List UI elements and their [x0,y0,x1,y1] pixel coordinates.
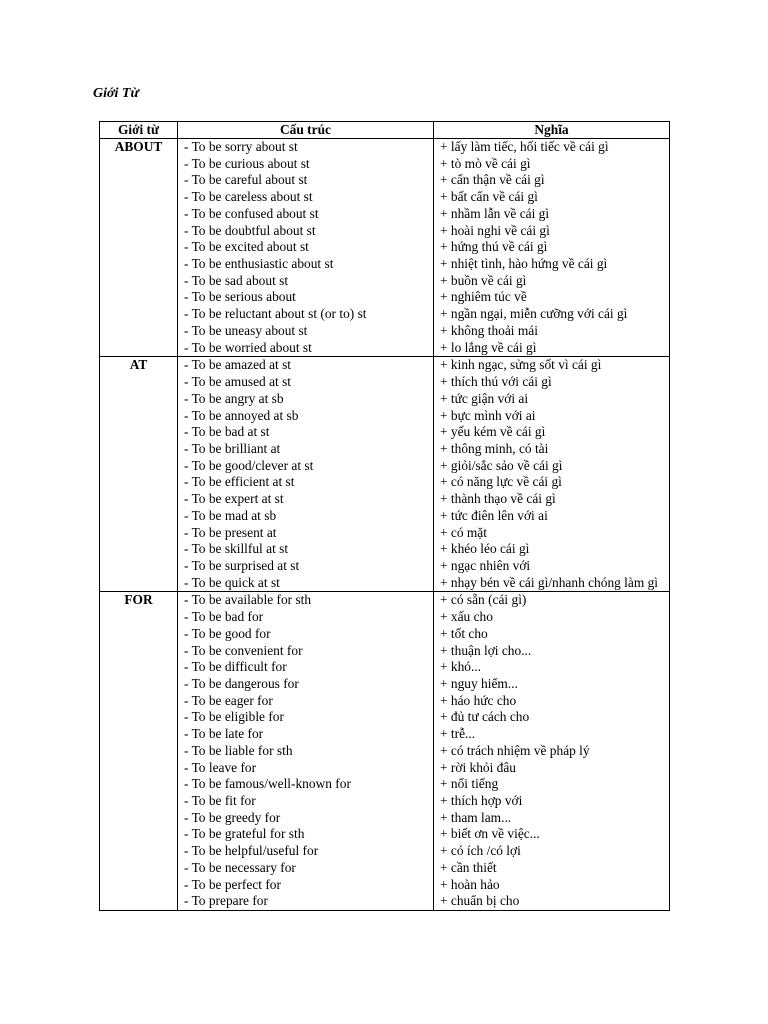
structure-text: - To be skillful at st [184,541,289,557]
structure-text: - To be grateful for sth [184,826,305,842]
meaning-text: + tức điên lên với ai [440,507,548,523]
structure-text: - To be efficient at st [184,474,295,490]
meaning-text: + có sẵn (cái gì) [440,592,527,608]
structure-text: - To be liable for sth [184,742,293,758]
structure-text: - To be helpful/useful for [184,843,319,859]
structure-text: - To be brilliant at [184,440,281,456]
structure-text: - To be curious about st [184,155,310,171]
structure-text: - To leave for [184,759,257,775]
preposition-cell: ABOUT [100,139,178,357]
meaning-text: + tò mò về cái gì [440,155,531,171]
meaning-text: + nhiệt tình, hào hứng về cái gì [440,256,608,272]
structure-cell [178,592,434,911]
structure-text: - To be bad for [184,609,264,625]
structure-text: - To be difficult for [184,659,287,675]
structure-cell [178,139,434,357]
meaning-text: + ngần ngại, miễn cưỡng với cái gì [440,306,628,322]
meaning-text: + đủ tư cách cho [440,709,530,725]
meaning-text: + nhầm lẫn về cái gì [440,205,550,221]
structure-text: - To be sad about st [184,272,289,288]
structure-text: - To be uneasy about st [184,322,308,338]
header-structure: Cấu trúc [178,122,434,139]
structure-text: - To be famous/well-known for [184,776,351,792]
meaning-text: + hoàn hảo [440,876,500,892]
structure-text: - To be dangerous for [184,676,299,691]
meaning-text: + háo hức cho [440,692,517,708]
meaning-text: + lấy làm tiếc, hối tiếc về cái gì [440,139,609,154]
meaning-text: + thích hợp với [440,793,523,809]
structure-text: - To prepare for [184,893,268,909]
meaning-text: + thành thạo về cái gì [440,491,556,507]
table-row [100,357,670,592]
structure-text: - To be eligible for [184,709,284,725]
structure-text: - To be available for sth [184,592,312,608]
preposition-cell: FOR [100,592,178,911]
meaning-text: + buồn về cái gì [440,272,527,288]
structure-text: - To be careless about st [184,189,313,205]
meaning-text: + thông minh, có tài [440,440,549,456]
meaning-text: + nguy hiểm... [440,676,518,691]
meaning-text: + khó... [440,659,482,675]
meaning-text: + khéo léo cái gì [440,541,530,557]
structure-text: - To be greedy for [184,809,281,825]
meaning-text: + xấu cho [440,609,493,625]
meaning-text: + lo lắng về cái gì [440,339,537,355]
structure-text: - To be annoyed at sb [184,407,299,423]
structure-text: - To be convenient for [184,642,303,658]
meaning-text: + yếu kém về cái gì [440,424,546,440]
meaning-text: + thích thú với cái gì [440,374,552,390]
meaning-text: + kinh ngạc, sửng sốt vì cái gì [440,357,602,373]
meaning-text: + có mặt [440,524,487,540]
structure-cell [178,357,434,592]
meaning-text: + trễ... [440,726,476,742]
structure-text: - To be sorry about st [184,139,298,154]
structure-text: - To be careful about st [184,172,308,188]
page-title: Giới Từ [93,86,139,101]
meaning-text: + không thoải mái [440,322,538,338]
meaning-text: + tham lam... [440,809,512,825]
table-row [100,592,670,911]
structure-text: - To be late for [184,726,264,742]
table-row [100,139,670,357]
meaning-text: + có trách nhiệm về pháp lý [440,742,590,758]
meaning-text: + cẩn thận về cái gì [440,172,545,188]
meaning-text: + nổi tiếng [440,776,499,792]
structure-text: - To be eager for [184,692,273,708]
meaning-text: + hoài nghi về cái gì [440,222,550,238]
header-preposition: Giới từ [100,122,178,139]
meaning-text: + nghiêm túc về [440,289,527,305]
meaning-text: + biết ơn về việc... [440,826,540,842]
header-meaning: Nghĩa [434,122,670,139]
meaning-text: + bực mình với ai [440,407,536,423]
structure-text: - To be good for [184,625,271,641]
structure-text: - To be reluctant about st (or to) st [184,306,367,322]
meaning-cell [434,592,670,911]
structure-text: - To be amazed at st [184,357,292,373]
meaning-text: + có ích /có lợi [440,843,521,859]
meaning-text: + hứng thú về cái gì [440,239,548,255]
meaning-text: + rời khỏi đâu [440,759,516,775]
meaning-text: + có năng lực về cái gì [440,474,562,490]
structure-text: - To be confused about st [184,205,319,221]
structure-text: - To be quick at st [184,574,280,590]
meaning-text: + thuận lợi cho... [440,642,532,658]
structure-text: - To be doubtful about st [184,222,316,238]
meaning-text: + cần thiết [440,859,497,875]
meaning-text: + nhạy bén về cái gì/nhanh chóng làm gì [440,574,659,590]
meaning-text: + chuẩn bị cho [440,893,520,909]
structure-text: - To be necessary for [184,859,296,875]
structure-text: - To be good/clever at st [184,457,314,473]
meaning-text: + tốt cho [440,625,488,641]
structure-text: - To be serious about [184,289,296,305]
meaning-text: + ngạc nhiên với [440,557,531,573]
structure-text: - To be worried about st [184,339,312,355]
structure-text: - To be bad at st [184,424,270,440]
structure-text: - To be fit for [184,793,256,809]
meaning-cell [434,139,670,357]
structure-text: - To be angry at sb [184,390,284,406]
meaning-text: + tức giận với ai [440,390,529,406]
structure-text: - To be expert at st [184,491,284,507]
preposition-table [99,121,670,911]
structure-text: - To be excited about st [184,239,309,255]
structure-text: - To be perfect for [184,876,281,892]
meaning-text: + giỏi/sắc sảo về cái gì [440,457,563,473]
structure-text: - To be mad at sb [184,507,277,523]
structure-text: - To be amused at st [184,374,292,390]
preposition-cell: AT [100,357,178,592]
structure-text: - To be enthusiastic about st [184,256,334,272]
table-header-row [100,122,670,139]
structure-text: - To be surprised at st [184,557,300,573]
structure-text: - To be present at [184,524,277,540]
meaning-text: + bất cẩn về cái gì [440,189,538,205]
meaning-cell [434,357,670,592]
